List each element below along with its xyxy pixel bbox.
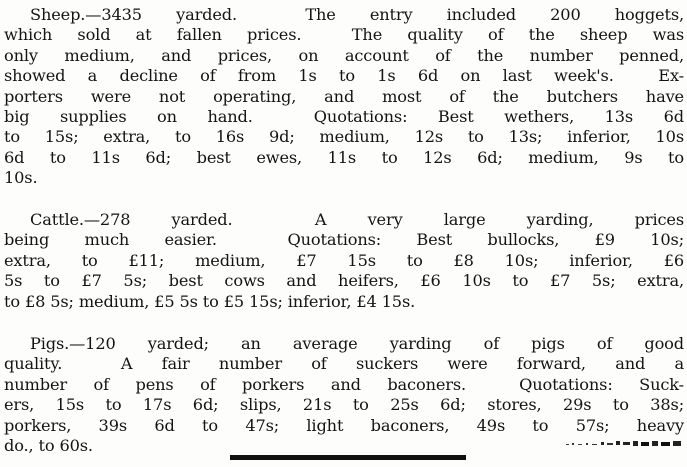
- pigs-line-1: Pigs.—120 yarded; an average yarding of pigs of good: [30, 334, 684, 353]
- cattle-line-2: being much easier. Quotations: Best bullocks, £9 10s;: [4, 230, 684, 250]
- pigs-line-3: number of pens of porkers and baconers. Quotations: Suck-: [4, 374, 684, 394]
- sheep-line-1: Sheep.—3435 yarded. The entry included 200 hoggets,: [30, 5, 684, 24]
- sheep-line-6: big supplies on hand. Quotations: Best wethers, 13s 6d: [4, 106, 684, 126]
- sheep-line-4: showed a decline of from 1s to 1s 6d on last week's. Ex-: [4, 66, 684, 86]
- sheep-line-9: 10s.: [4, 168, 38, 188]
- pigs-line-5: porkers, 39s 6d to 47s; light baconers, 49s to 57s; heavy: [4, 415, 684, 435]
- sheep-line-8: 6d to 11s 6d; best ewes, 11s to 12s 6d; medium, 9s to: [4, 147, 684, 167]
- pigs-market-paragraph: [4, 334, 684, 456]
- pigs-line-4: ers, 15s to 17s 6d; slips, 21s to 25s 6d; stores, 29s to 38s;: [4, 395, 684, 415]
- cattle-market-paragraph: [4, 210, 684, 312]
- cattle-line-4: 5s to £7 5s; best cows and heifers, £6 10s to £7 5s; extra,: [4, 271, 684, 291]
- sheep-market-paragraph: [4, 5, 684, 189]
- sheep-line-5: porters were not operating, and most of the butchers have: [4, 86, 684, 106]
- sheep-line-3: only medium, and prices, on account of the number penned,: [4, 45, 684, 65]
- sheep-line-2: which sold at fallen prices. The quality of the sheep was: [4, 25, 684, 45]
- section-divider-rule: [230, 455, 466, 460]
- cattle-line-1: Cattle.—278 yarded. A very large yarding, prices: [30, 210, 684, 229]
- sheep-line-7: to 15s; extra, to 16s 9d; medium, 12s to 13s; inferior, 10s: [4, 127, 684, 147]
- pigs-line-2: quality. A fair number of suckers were forward, and a: [4, 354, 684, 374]
- cattle-line-5: to £8 5s; medium, £5 5s to £5 15s; inferior, £4 15s.: [4, 291, 416, 311]
- pigs-line-6: do., to 60s.: [4, 435, 93, 455]
- print-noise-specks: [566, 440, 682, 448]
- cattle-line-3: extra, to £11; medium, £7 15s to £8 10s; inferior, £6: [4, 250, 684, 270]
